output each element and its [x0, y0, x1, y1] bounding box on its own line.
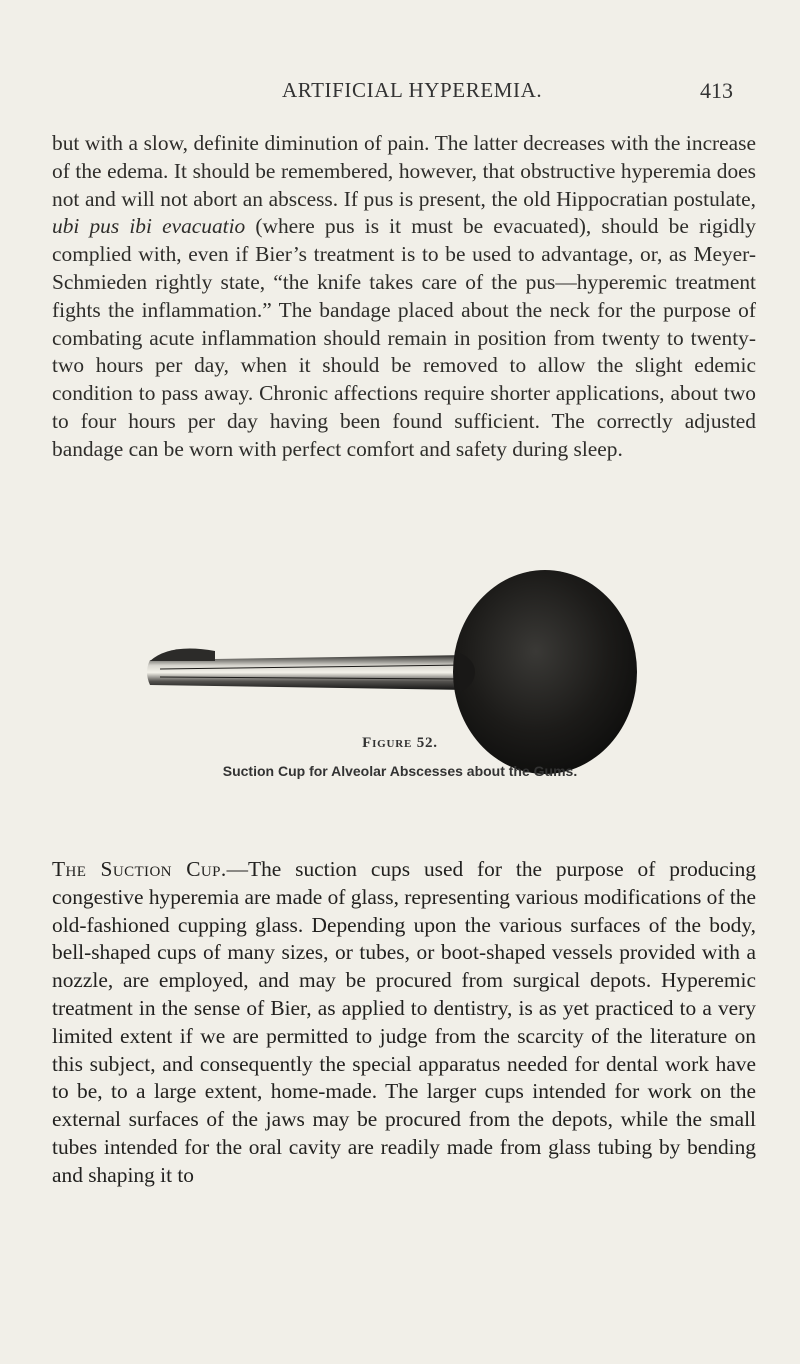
- body-paragraph-2: [52, 856, 756, 1190]
- figure-label: Figure 52.: [362, 735, 438, 751]
- page-number: 413: [700, 78, 733, 103]
- paragraph-1-text-b: (where pus is it must be evacuated), should be rigidly complied with, even if Bier’s treatment is to be used to advantage, or, as Meyer-Schmieden rightly state, “the knife takes care of the pus—hyperemic treatment fights the inflammation.” The bandage placed about the neck for the purpose of combating acute inflammation should remain in position from twenty to twenty-two hours per day, when it should be removed to allow the slight edemic condition to pass away. Chronic affections require shorter applications, about two to four hours per day having been found sufficient. The correctly adjusted bandage can be worn with perfect comfort and safety during sleep.: [52, 214, 756, 461]
- body-paragraph-1: [52, 130, 756, 464]
- paragraph-2-text: —The suction cups used for the purpose of producing congestive hyperemia are made of glass, representing various modifications of the old-fashioned cupping glass. Depending upon the various surfaces of the body, bell-shaped cups of many sizes, or tubes, or boot-shaped vessels provided with a nozzle, are employed, and may be procured from surgical depots. Hyperemic treatment in the sense of Bier, as applied to dentistry, is as yet practiced to a very limited extent if we are permitted to judge from the scarcity of the literature on this subject, and consequently the special apparatus needed for dental work have to be, to a large extent, home-made. The larger cups intended for work on the external surfaces of the jaws may be procured from the depots, while the small tubes intended for the oral cavity are readily made from glass tubing by bending and shaping it to: [52, 857, 756, 1187]
- suction-cup-illustration: [140, 565, 660, 795]
- latin-postulate: ubi pus ibi evacuatio: [52, 214, 246, 239]
- suction-cup-drawing: [140, 565, 660, 795]
- running-title: ARTIFICIAL HYPEREMIA.: [282, 78, 543, 102]
- section-heading: The Suction Cup.: [52, 857, 227, 881]
- page-header: [0, 78, 800, 118]
- figure-caption: Suction Cup for Alveolar Abscesses about the Gums.: [222, 763, 578, 779]
- paragraph-1-text-a: but with a slow, definite diminution of pain. The latter decreases with the increase of the edema. It should be remembered, however, that obstructive hyperemia does not and will not abort an abscess. If pus is present, the old Hippocratian postulate,: [52, 131, 756, 211]
- tube-nozzle: [150, 649, 215, 661]
